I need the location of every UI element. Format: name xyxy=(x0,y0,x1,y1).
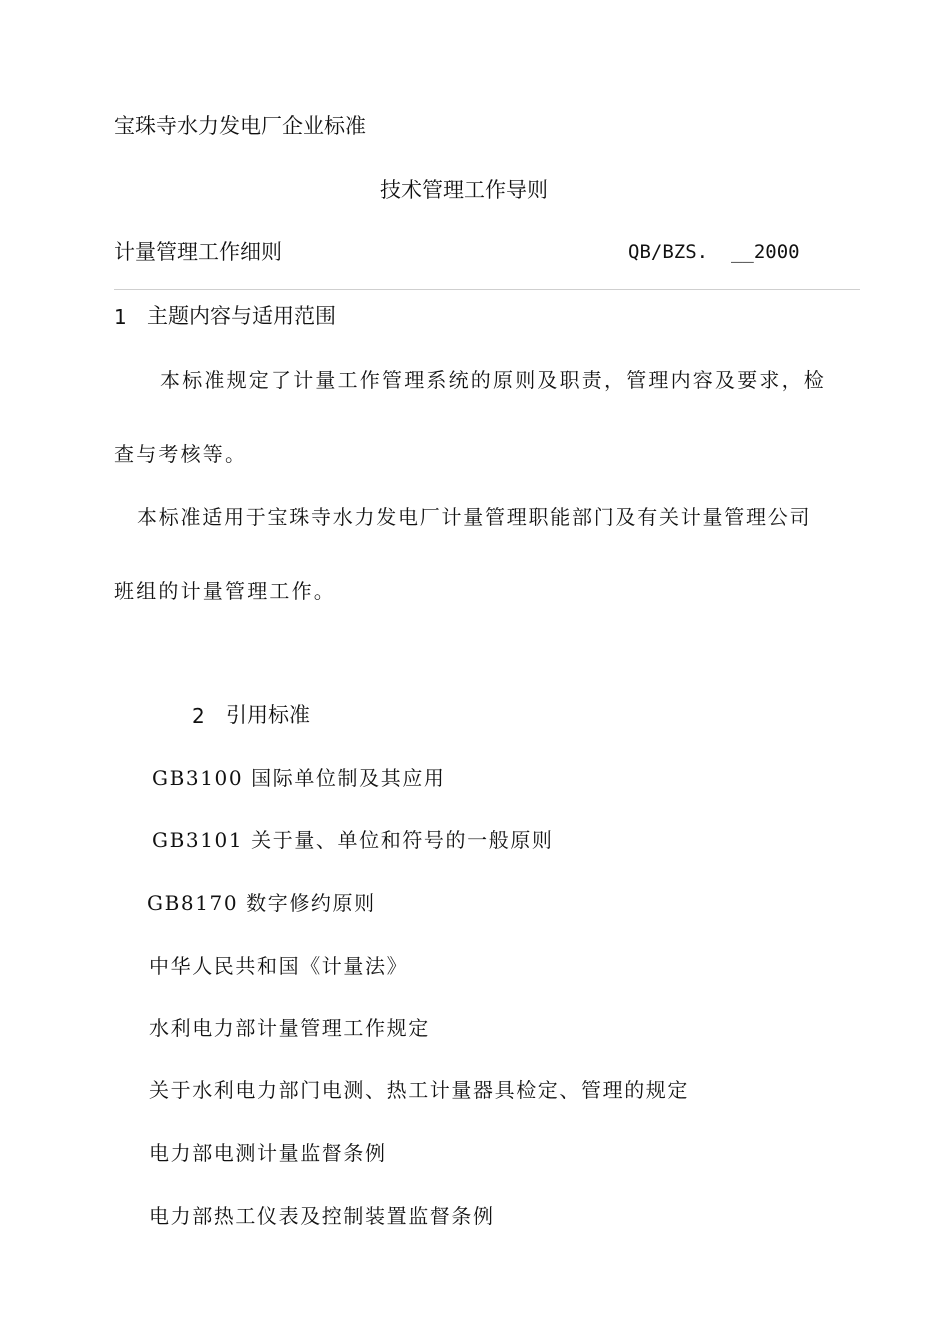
document-code: QB/BZS. __2000 xyxy=(628,241,800,263)
section-1-heading: 主题内容与适用范围 xyxy=(147,304,336,328)
section-1-paragraph-2-line-1: 本标准适用于宝珠寺水力发电厂计量管理职能部门及有关计量管理公司 xyxy=(137,505,812,529)
reference-item: 水利电力部计量管理工作规定 xyxy=(149,1016,430,1040)
series-title: 技术管理工作导则 xyxy=(380,178,548,202)
document-title: 计量管理工作细则 xyxy=(114,240,282,264)
reference-item: 关于水利电力部门电测、热工计量器具检定、管理的规定 xyxy=(149,1078,689,1102)
reference-item: 中华人民共和国《计量法》 xyxy=(149,954,409,978)
reference-item: 电力部电测计量监督条例 xyxy=(149,1141,387,1165)
company-standard-title: 宝珠寺水力发电厂企业标准 xyxy=(114,114,366,138)
section-2-number: 2 xyxy=(192,704,205,728)
section-1-number: 1 xyxy=(114,305,127,329)
section-1-paragraph-1-line-2: 查与考核等。 xyxy=(114,442,248,466)
reference-item: 电力部热工仪表及控制装置监督条例 xyxy=(149,1204,495,1228)
reference-item: GB3100 国际单位制及其应用 xyxy=(152,766,446,790)
section-1-paragraph-1-line-1: 本标准规定了计量工作管理系统的原则及职责，管理内容及要求，检 xyxy=(160,368,826,392)
reference-item: GB3101 关于量、单位和符号的一般原则 xyxy=(152,828,554,852)
reference-item: GB8170 数字修约原则 xyxy=(147,891,376,915)
header-divider xyxy=(114,289,860,290)
section-1-paragraph-2-line-2: 班组的计量管理工作。 xyxy=(114,579,336,603)
section-2-heading: 引用标准 xyxy=(226,703,310,727)
